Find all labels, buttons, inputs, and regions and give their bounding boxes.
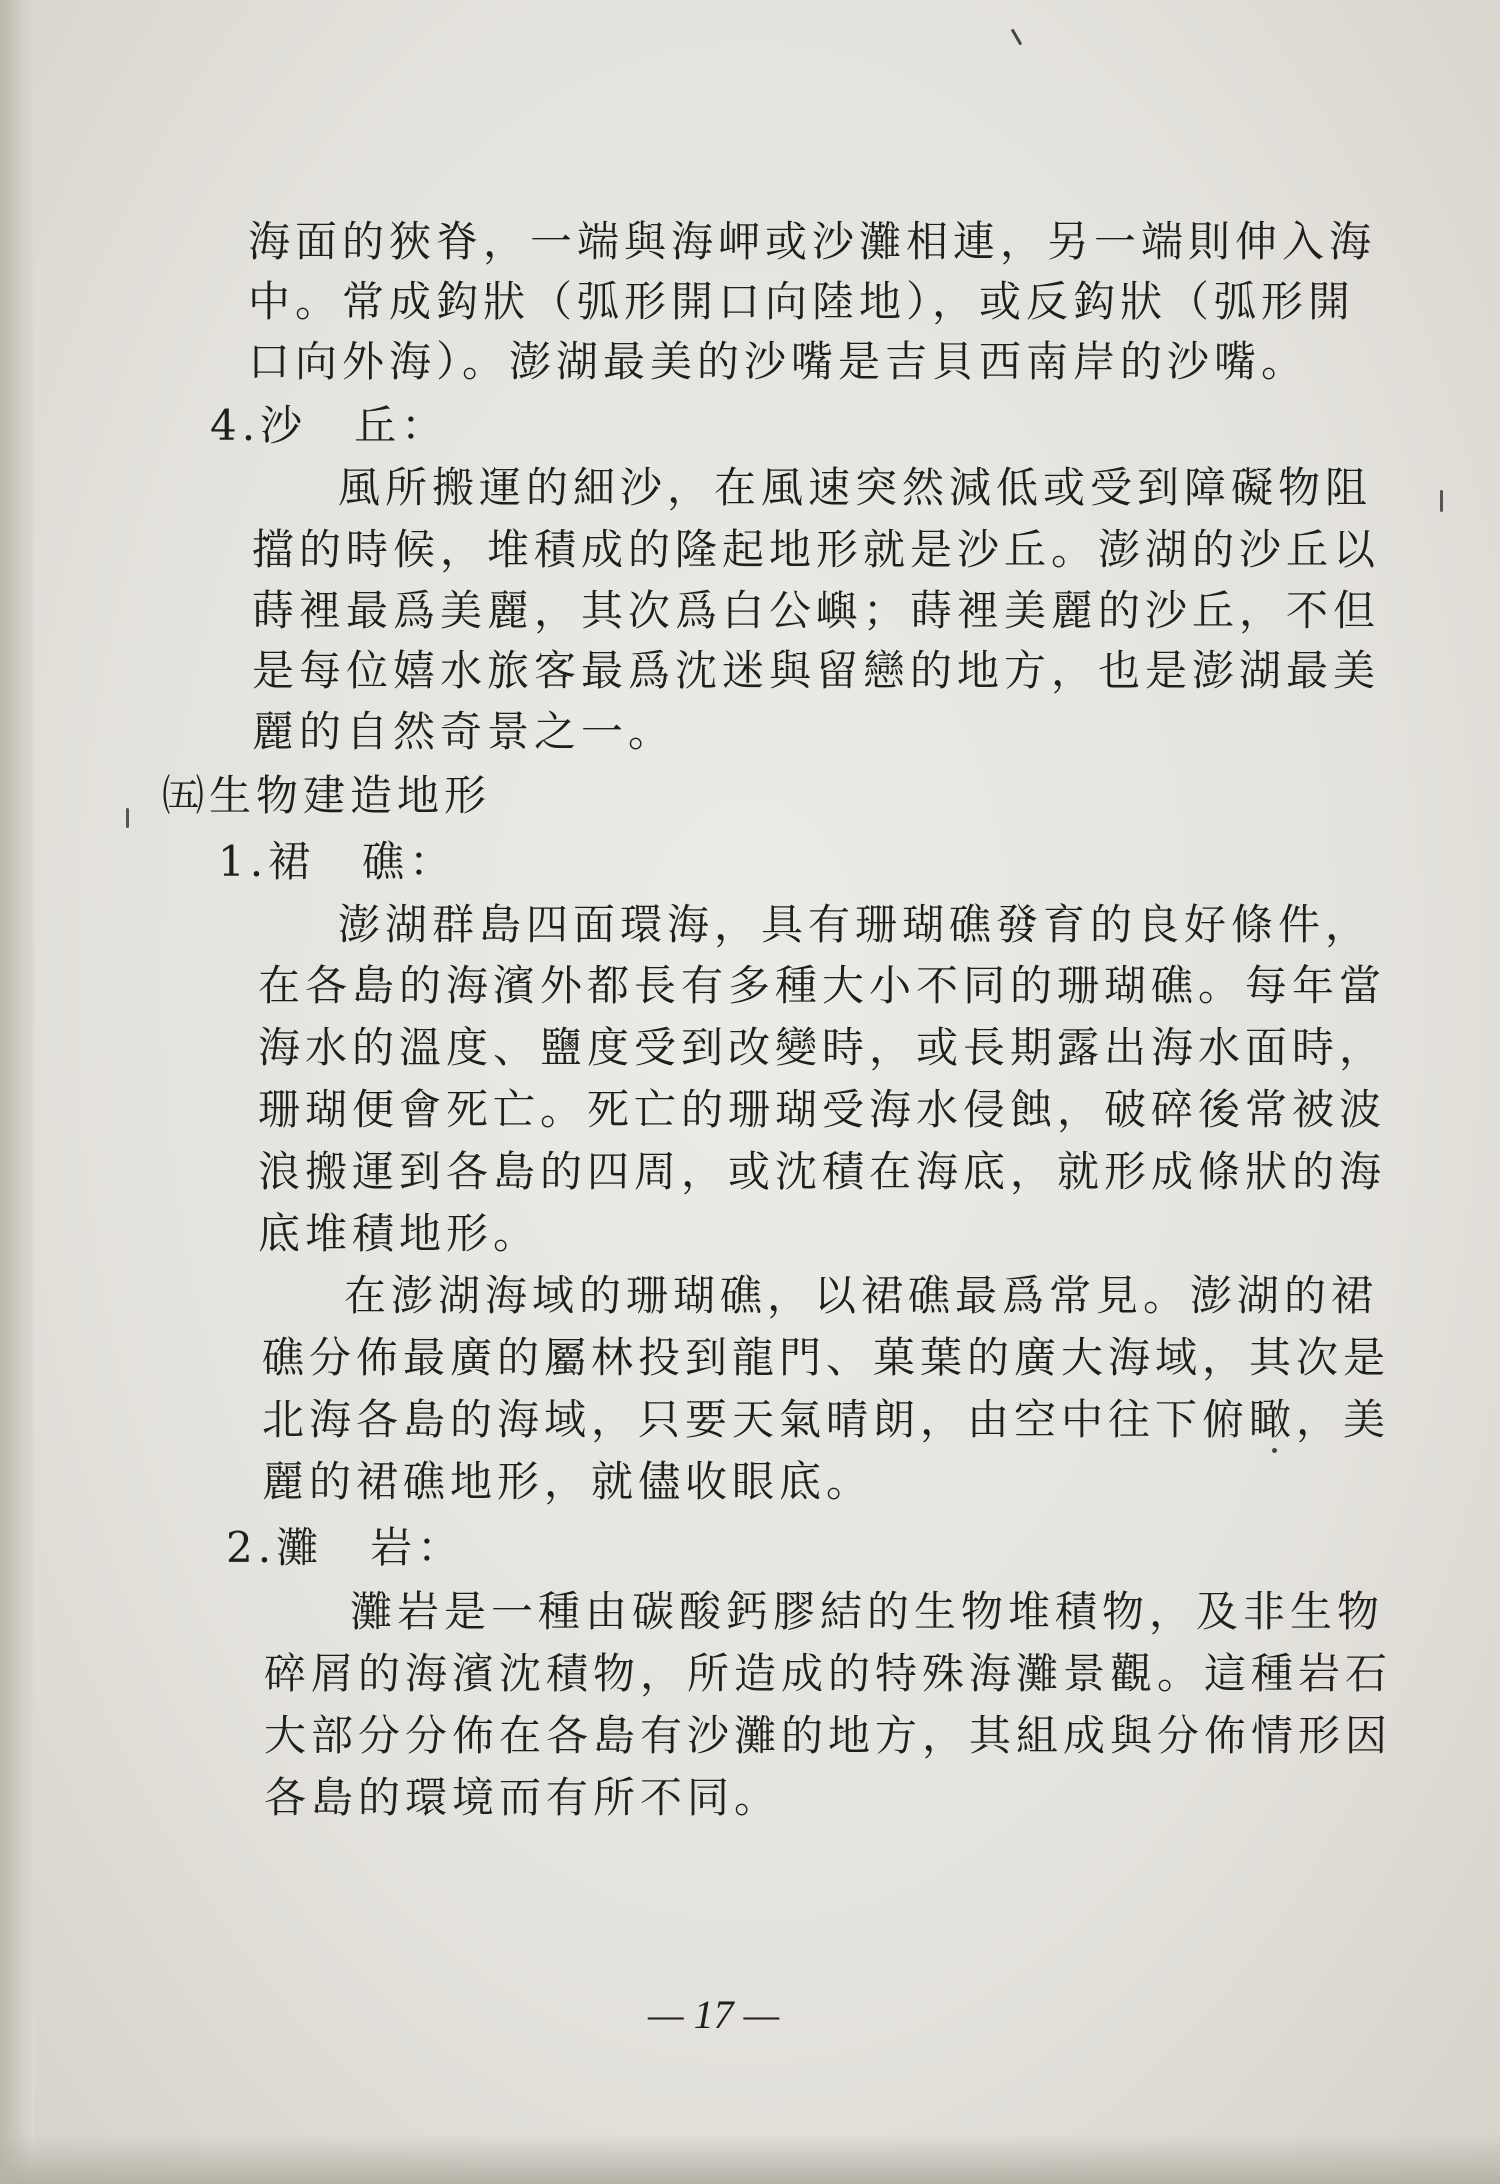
text-line: 珊瑚便會死亡。死亡的珊瑚受海水侵蝕，破碎後常被波 [258,1085,1387,1134]
item-heading: 1.裙 礁： [218,837,457,886]
text-line: 在各島的海濱外都長有多種大小不同的珊瑚礁。每年當 [258,961,1387,1010]
text-line: 灘岩是一種由碳酸鈣膠結的生物堆積物，及非生物 [350,1587,1385,1636]
text-line: 各島的環境而有所不同。 [264,1773,782,1822]
text-line: 海面的狹脊，一端與海岬或沙灘相連，另一端則伸入海 [248,217,1377,266]
text-line: 海水的溫度、鹽度受到改變時，或長期露出海水面時， [258,1023,1387,1072]
scan-speck [126,808,129,828]
text-line: 是每位嬉水旅客最爲沈迷與留戀的地方，也是澎湖最美 [252,646,1381,695]
item-heading: 4.沙 丘： [210,401,449,450]
section-heading: ㈤生物建造地形 [162,771,492,820]
page-number: — 17 — [648,1992,780,2037]
text-line: 口向外海）。澎湖最美的沙嘴是吉貝西南岸的沙嘴。 [248,337,1309,386]
text-line: 中。常成鈎狀（弧形開口向陸地），或反鈎狀（弧形開 [248,277,1356,326]
text-line: 麗的裙礁地形，就儘收眼底。 [262,1457,874,1506]
text-line: 礁分佈最廣的屬林投到龍門、菓葉的廣大海域，其次是 [262,1333,1391,1382]
page-left-edge [0,0,34,2184]
page-bottom-edge [0,2134,1500,2184]
text-line: 碎屑的海濱沈積物，所造成的特殊海灘景觀。這種岩石 [264,1649,1393,1698]
item-heading: 2.灘 岩： [226,1523,465,1572]
scan-speck [1440,490,1443,512]
text-line: 擋的時候，堆積成的隆起地形就是沙丘。澎湖的沙丘以 [252,525,1381,574]
text-line: 麗的自然奇景之一。 [252,707,676,756]
text-line: 大部分分佈在各島有沙灘的地方，其組成與分佈情形因 [264,1711,1393,1760]
text-line: 北海各島的海域，只要天氣晴朗，由空中往下俯瞰，美 [262,1395,1391,1444]
scan-speck [1272,1448,1277,1453]
text-line: 澎湖群島四面環海，具有珊瑚礁發育的良好條件， [338,900,1373,949]
text-line: 在澎湖海域的珊瑚礁，以裙礁最爲常見。澎湖的裙 [344,1271,1379,1320]
text-line: 風所搬運的細沙，在風速突然減低或受到障礙物阻 [338,463,1373,512]
scan-speck [1011,28,1023,45]
text-line: 浪搬運到各島的四周，或沈積在海底，就形成條狀的海 [258,1147,1387,1196]
text-line: 蒔裡最爲美麗，其次爲白公嶼；蒔裡美麗的沙丘，不但 [252,586,1381,635]
text-line: 底堆積地形。 [258,1209,541,1258]
